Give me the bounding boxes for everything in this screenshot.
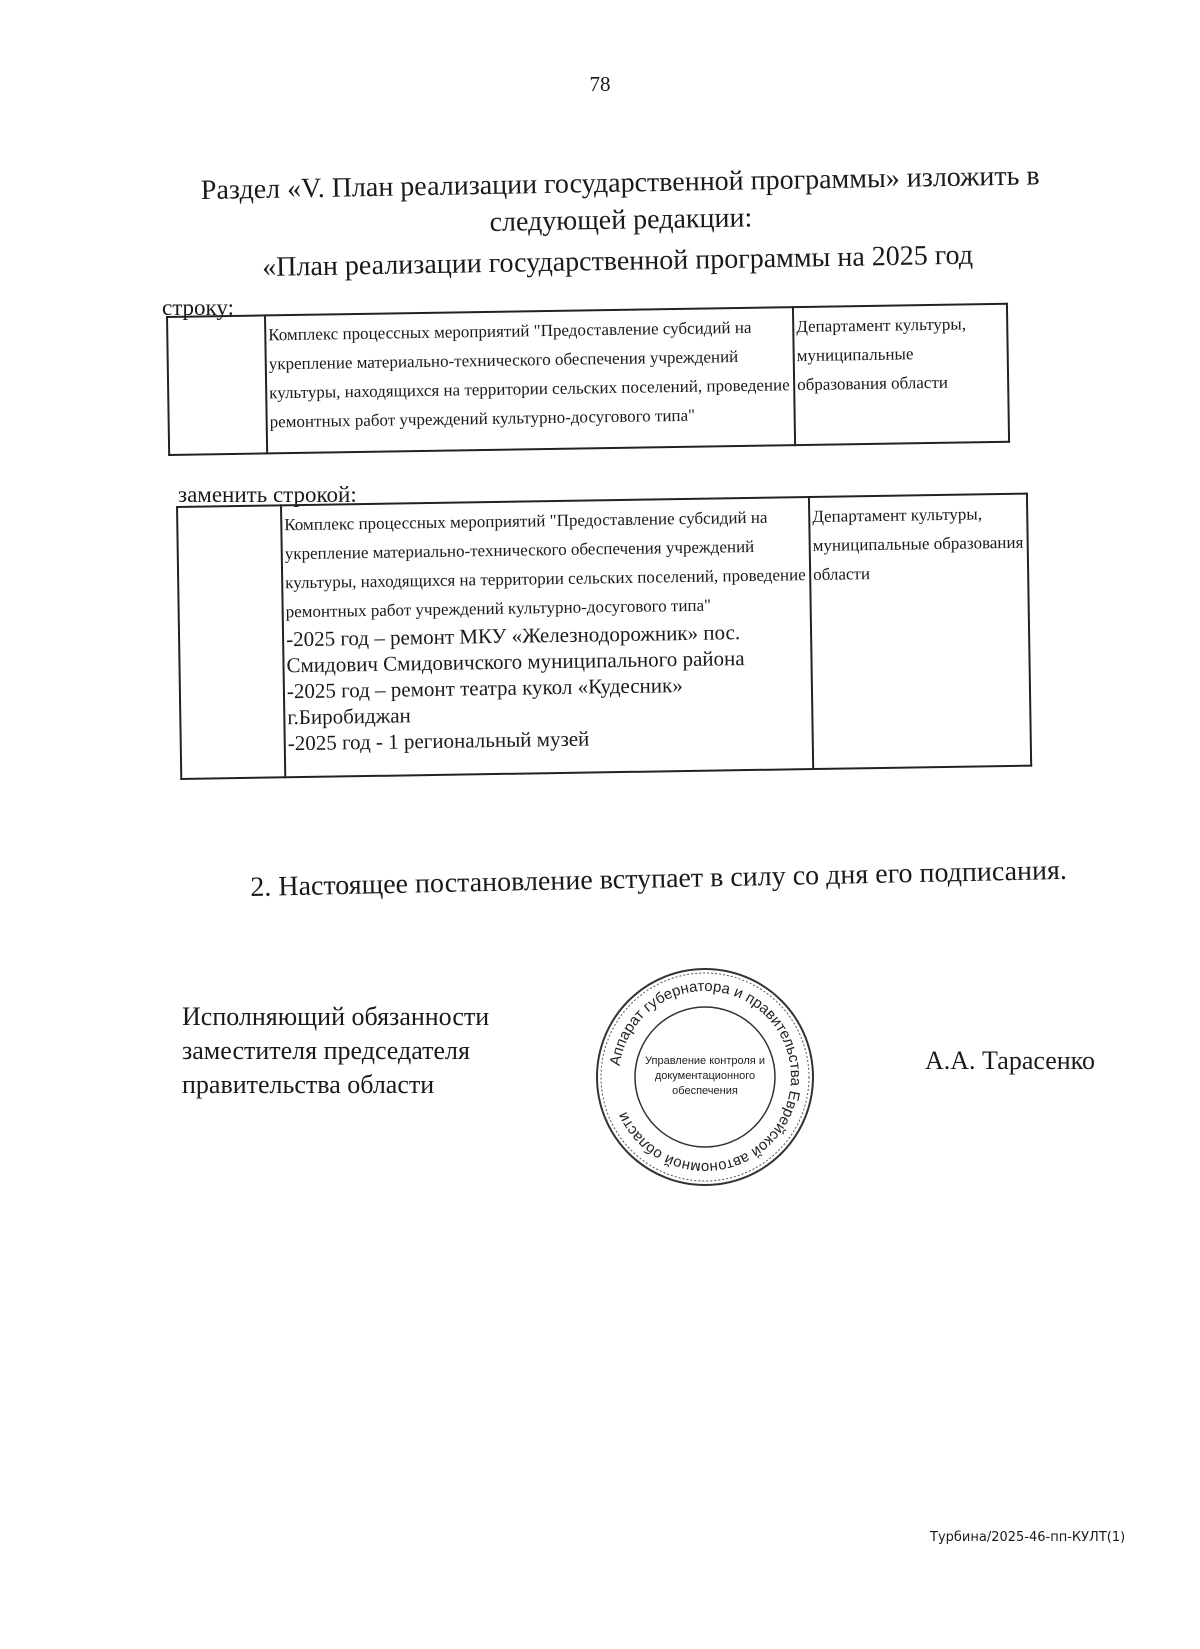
activity-text: Комплекс процессных мероприятий "Предоставление субсидий на укрепление материально-технического обеспечения учреждений культуры, находящихся на территории сельских поселений, проведение ремонтных работ учреждений культурно-досугового типа" [284, 507, 806, 622]
new-row-block [176, 493, 1032, 780]
page-number: 78 [589, 72, 611, 96]
empty-number-cell [167, 315, 267, 455]
list-item: -2025 год – ремонт МКУ «Железнодорожник» пос. Смидович Смидовичского муниципального района [285, 620, 745, 678]
official-stamp-icon [592, 964, 818, 1190]
signer-position [182, 1000, 489, 1102]
responsible-cell: Департамент культуры, муниципальные образования области [809, 494, 1031, 769]
plan-heading: «План реализации государственной программы на 2025 год [262, 239, 974, 283]
point-2-text: 2. Настоящее постановление вступает в силу со дня его подписания. [250, 854, 1068, 903]
signer-position-line: Исполняющий обязанности [182, 1002, 490, 1031]
old-row-block [166, 303, 1010, 456]
section-intro: Раздел «V. План реализации государственной программы» изложить в следующей редакции: [200, 160, 1040, 238]
table-row [167, 304, 1009, 455]
empty-number-cell [177, 505, 285, 779]
stamp-ring-text: Аппарат губернатора и правительства Еврейской автономной области [606, 977, 805, 1177]
old-row-table [166, 303, 1010, 456]
activity-cell [281, 497, 813, 777]
activity-cell: Комплекс процессных мероприятий "Предоставление субсидий на укрепление материально-технического обеспечения учреждений культуры, находящихся на территории сельских поселений, проведение ремонтных работ учреждений культурно-досугового типа" [265, 307, 795, 453]
table-row [177, 494, 1031, 779]
signer-position-line: заместителя председателя [182, 1036, 470, 1065]
stamp-center-line: документационного [654, 1070, 756, 1082]
responsible-cell: Департамент культуры, муниципальные образования области [793, 304, 1009, 445]
signer-name: А.А. Тарасенко [925, 1046, 1095, 1075]
old-row-label: строку: [162, 295, 234, 320]
stamp-center-line: обеспечения [672, 1085, 738, 1097]
stamp-center-line: Управление контроля и [645, 1055, 765, 1067]
list-item: -2025 год – ремонт театра кукол «Кудесник» г.Биробиджан [286, 673, 683, 730]
signer-position-line: правительства области [182, 1070, 435, 1099]
new-row-label: заменить строкой: [178, 482, 357, 507]
new-row-table [176, 493, 1032, 780]
list-item: -2025 год - 1 региональный музей [287, 726, 590, 756]
footer-document-code: Турбина/2025-46-пп-КУЛТ(1) [930, 1530, 1126, 1545]
